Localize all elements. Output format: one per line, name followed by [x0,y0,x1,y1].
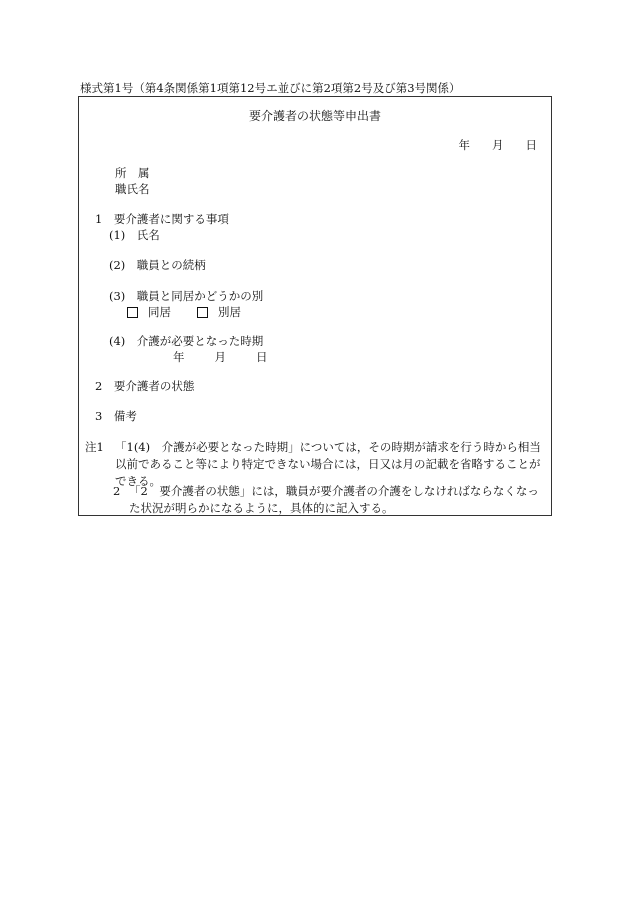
form-header: 様式第1号（第4条関係第1項第12号エ並びに第2項第2号及び第3号関係） [80,81,461,95]
note-2-text: 「2 要介護者の状態」には，職員が要介護者の介護をしなければならなくなった状況が明らかになるように，具体的に記入する。 [129,484,539,515]
submission-date [437,137,538,153]
form-frame [78,96,552,516]
day-label: 日 [525,138,537,152]
item-relationship: (2) 職員との続柄 [109,258,206,272]
cohabit-label: 同居 [148,305,171,319]
section3-heading: 3 備考 [95,409,137,423]
month-label: 月 [492,138,504,152]
affiliation-label: 所 属 [115,166,150,180]
section1-heading: 1 要介護者に関する事項 [95,212,229,226]
note-1-text: 「1(4) 介護が必要となった時期」については，その時期が請求を行う時から相当以前であること等により特定できない場合には，日又は月の記載を省略することができる。 [115,440,541,488]
item-care-period: (4) 介護が必要となった時期 [109,334,264,348]
separate-checkbox[interactable] [197,307,208,318]
item-name: (1) 氏名 [109,228,160,242]
period-day-label: 日 [256,350,268,364]
period-year-label: 年 [173,350,185,364]
cohabit-checkbox[interactable] [127,307,138,318]
note-2 [85,483,541,517]
care-period-date [173,349,268,365]
cohabit-options [127,304,241,320]
note-2-label: 2 [113,484,121,498]
separate-label: 別居 [218,305,241,319]
period-month-label: 月 [214,350,226,364]
year-label: 年 [458,138,470,152]
name-label: 職氏名 [115,182,150,196]
note-1-label: 注1 [85,440,104,454]
section2-heading: 2 要介護者の状態 [95,379,195,393]
form-title: 要介護者の状態等申出書 [248,109,381,123]
item-cohabitation: (3) 職員と同居かどうかの別 [109,289,264,303]
